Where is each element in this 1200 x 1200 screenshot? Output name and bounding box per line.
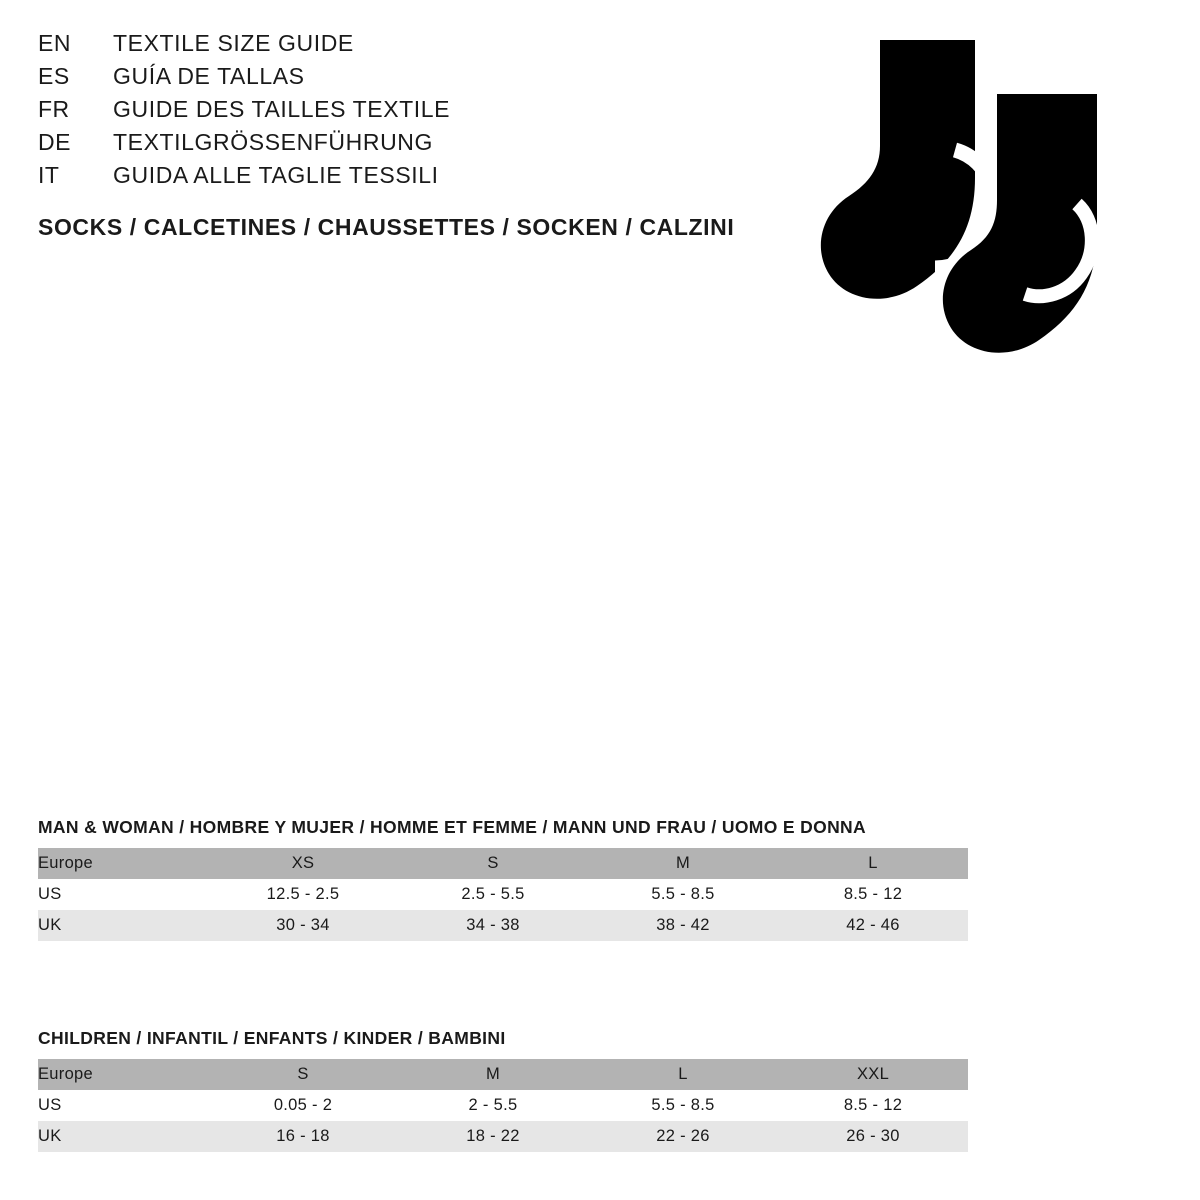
row-label-uk: UK — [38, 910, 208, 941]
cell-europe-1: XS — [208, 848, 398, 879]
cell-uk-4: 26 - 30 — [778, 1121, 968, 1152]
cell-europe-4: XXL — [778, 1059, 968, 1090]
row-label-uk: UK — [38, 1121, 208, 1152]
language-text-es: GUÍA DE TALLAS — [113, 63, 305, 89]
cell-uk-4: 42 - 46 — [778, 910, 968, 941]
cell-europe-3: L — [588, 1059, 778, 1090]
language-code-fr: FR — [38, 96, 70, 122]
cell-uk-3: 38 - 42 — [588, 910, 778, 941]
language-row-fr — [38, 96, 798, 129]
cell-uk-3: 22 - 26 — [588, 1121, 778, 1152]
cell-europe-4: L — [778, 848, 968, 879]
language-row-de — [38, 129, 798, 162]
cell-us-3: 5.5 - 8.5 — [588, 1090, 778, 1121]
language-row-it — [38, 162, 798, 195]
cell-uk-2: 18 - 22 — [398, 1121, 588, 1152]
cell-uk-1: 30 - 34 — [208, 910, 398, 941]
section-title-man-woman: MAN & WOMAN / HOMBRE Y MUJER / HOMME ET FEMME / MANN UND FRAU / UOMO E DONNA — [38, 817, 867, 837]
language-row-es — [38, 63, 798, 96]
cell-uk-1: 16 - 18 — [208, 1121, 398, 1152]
cell-us-3: 5.5 - 8.5 — [588, 879, 778, 910]
cell-europe-2: S — [398, 848, 588, 879]
cell-us-1: 0.05 - 2 — [208, 1090, 398, 1121]
row-label-europe: Europe — [38, 1059, 208, 1090]
table-row — [38, 910, 968, 941]
language-row-en — [38, 30, 798, 63]
size-section-children — [38, 1028, 968, 1152]
row-label-us: US — [38, 879, 208, 910]
table-row — [38, 848, 968, 879]
table-row — [38, 1121, 968, 1152]
size-section-man-woman — [38, 817, 968, 941]
size-table-children — [38, 1059, 968, 1152]
section-title-children: CHILDREN / INFANTIL / ENFANTS / KINDER / BAMBINI — [38, 1028, 506, 1048]
language-code-it: IT — [38, 162, 60, 188]
cell-europe-2: M — [398, 1059, 588, 1090]
language-text-it: GUIDA ALLE TAGLIE TESSILI — [113, 162, 439, 188]
size-table-man-woman — [38, 848, 968, 941]
language-code-es: ES — [38, 63, 70, 89]
cell-us-4: 8.5 - 12 — [778, 1090, 968, 1121]
product-category-line: SOCKS / CALCETINES / CHAUSSETTES / SOCKEN / CALZINI — [38, 214, 735, 240]
cell-uk-2: 34 - 38 — [398, 910, 588, 941]
row-label-europe: Europe — [38, 848, 208, 879]
cell-us-4: 8.5 - 12 — [778, 879, 968, 910]
cell-us-2: 2.5 - 5.5 — [398, 879, 588, 910]
cell-us-2: 2 - 5.5 — [398, 1090, 588, 1121]
language-code-de: DE — [38, 129, 71, 155]
cell-us-1: 12.5 - 2.5 — [208, 879, 398, 910]
language-text-de: TEXTILGRÖSSENFÜHRUNG — [113, 129, 433, 155]
language-text-fr: GUIDE DES TAILLES TEXTILE — [113, 96, 451, 122]
socks-icon — [805, 28, 1125, 368]
size-guide-header — [38, 30, 798, 241]
table-row — [38, 1059, 968, 1090]
table-row — [38, 1090, 968, 1121]
table-row — [38, 879, 968, 910]
cell-europe-1: S — [208, 1059, 398, 1090]
cell-europe-3: M — [588, 848, 778, 879]
language-code-en: EN — [38, 30, 71, 56]
language-text-en: TEXTILE SIZE GUIDE — [113, 30, 354, 56]
row-label-us: US — [38, 1090, 208, 1121]
